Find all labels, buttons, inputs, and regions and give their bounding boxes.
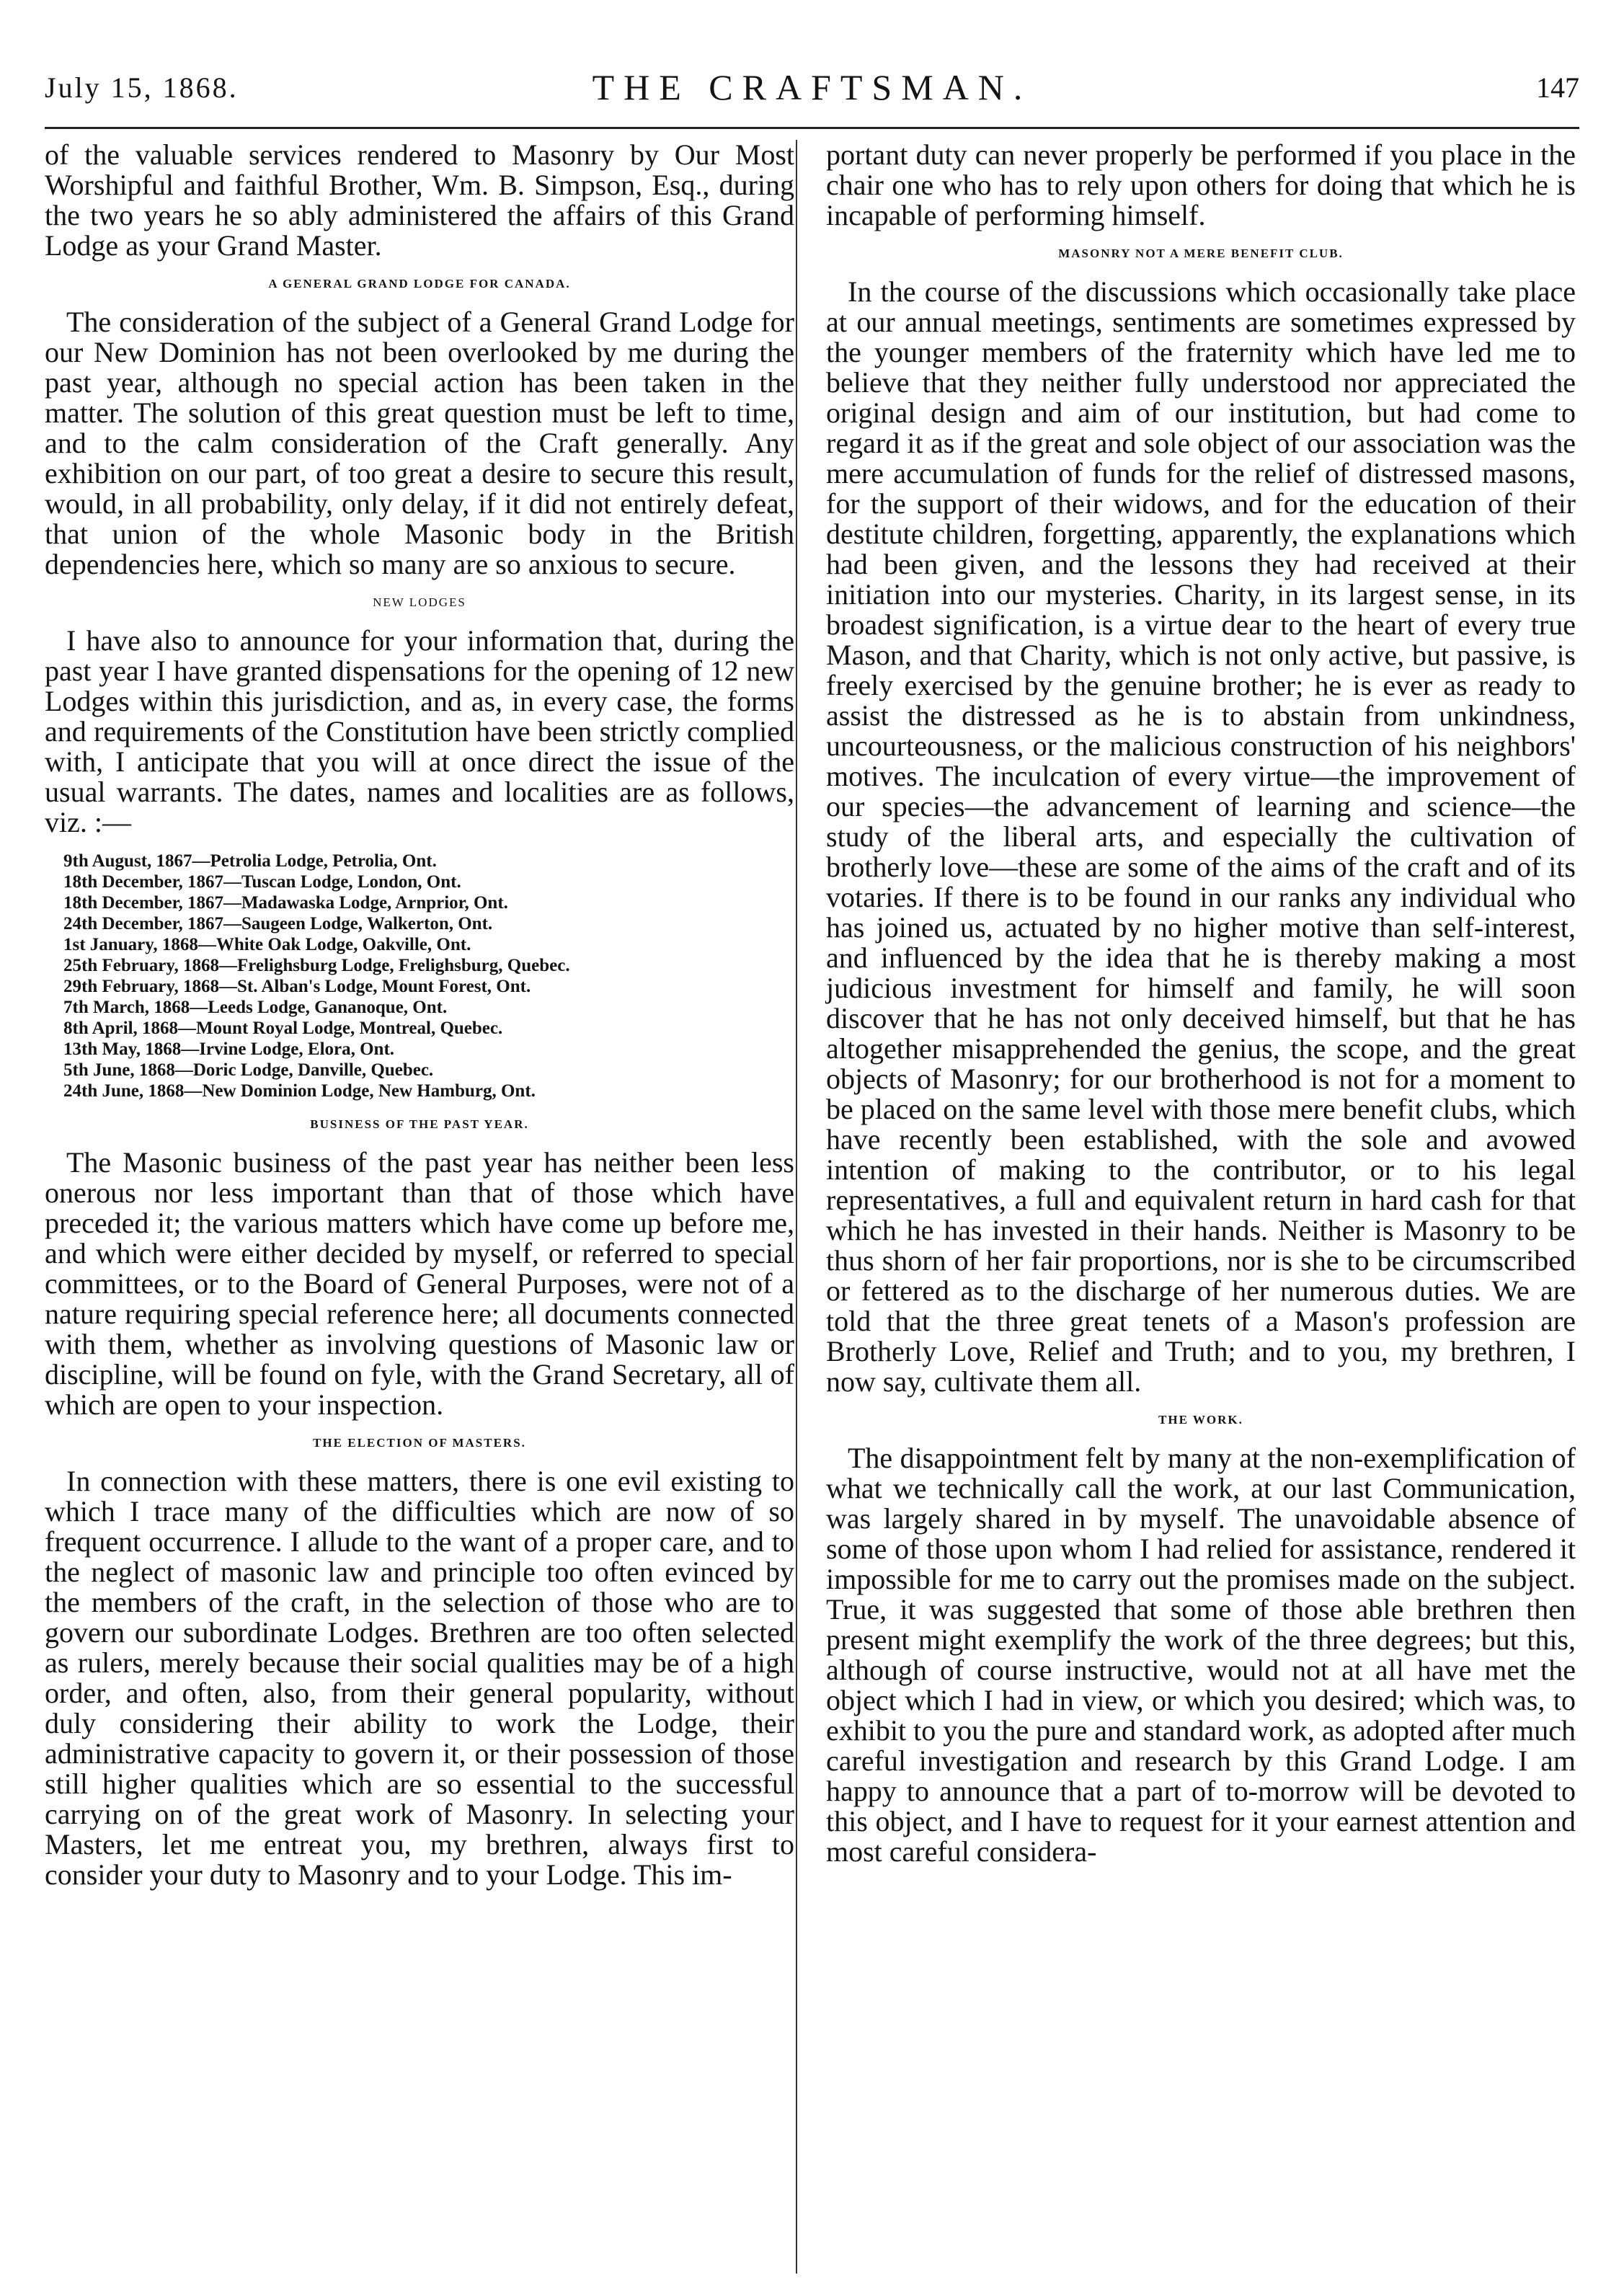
paragraph: The disappointment felt by many at the non-exemplification of what we technically call the work, at our last Communication, was largely shared in by myself. The unavoidable absence of some of those upon whom I had relied for assistance, rendered it impossible for me to carry out the promises made on the subject. True, it was suggested that some of those able brethren then present might exemplify the work of the three degrees; but this, although of course instructive, would not at all have met the object which I had in view, or which you desired; which was, to exhibit to you the pure and standard work, as adopted after much careful investigation and research by this Grand Lodge. I am happy to announce that a part of to-morrow will be devoted to this object, and I have to request for it your earnest attention and most careful considera-	[826, 1442, 1576, 1868]
list-item: 25th February, 1868—Frelighsburg Lodge, Frelighsburg, Quebec.	[63, 956, 570, 975]
section-heading: A GENERAL GRAND LODGE FOR CANADA.	[268, 277, 571, 290]
new-lodges-list	[45, 851, 794, 1101]
list-item: 1st January, 1868—White Oak Lodge, Oakville, Ont.	[63, 935, 471, 954]
list-item: 5th June, 1868—Doric Lodge, Danville, Quebec.	[63, 1060, 434, 1080]
section-heading: THE WORK.	[1158, 1413, 1243, 1427]
paragraph: portant duty can never properly be performed if you place in the chair one who has to rely upon others for doing that which he is incapable of performing himself.	[826, 138, 1576, 231]
header-rule	[45, 127, 1579, 129]
paragraph: In connection with these matters, there is one evil existing to which I trace many of the difficulties which are now of so frequent occurrence. I allude to the want of a proper care, and to the neglect of masonic law and principle too often evinced by the members of the craft, in the selection of those who are to govern our subordinate Lodges. Brethren are too often selected as rulers, merely because their social qualities may be of a high order, and often, also, from their general popularity, without duly considering their ability to work the Lodge, their administrative capacity to govern it, or their possession of those still higher qualities which are so essential to the successful carrying on of the great work of Masonry. In selecting your Masters, let me entreat you, my brethren, always first to consider your duty to Masonry and to your Lodge. This im-	[45, 1465, 794, 1891]
list-item: 7th March, 1868—Leeds Lodge, Gananoque, Ont.	[63, 998, 448, 1017]
column-divider	[796, 140, 797, 2274]
section-heading: NEW LODGES	[373, 595, 466, 609]
section-heading: MASONRY NOT A MERE BENEFIT CLUB.	[1058, 247, 1344, 260]
paragraph: The Masonic business of the past year has neither been less onerous nor less important than that of those which have preceded it; the various matters which have come up before me, and which were either decided by myself, or referred to special committees, or to the Board of General Purposes, were not of a nature requiring special reference here; all documents connected with them, whether as involving questions of Masonic law or discipline, will be found on fyle, with the Grand Secretary, all of which are open to your inspection.	[45, 1146, 794, 1421]
left-column	[45, 140, 794, 1890]
list-item: 13th May, 1868—Irvine Lodge, Elora, Ont.	[63, 1039, 395, 1059]
issue-date: July 15, 1868.	[45, 71, 239, 104]
paragraph: of the valuable services rendered to Masonry by Our Most Worshipful and faithful Brother, Wm. B. Simpson, Esq., during the two years he so ably administered the affairs of this Grand Lodge as your Grand Master.	[45, 138, 794, 262]
section-heading: THE ELECTION OF MASTERS.	[313, 1436, 526, 1450]
paragraph: In the course of the discussions which occasionally take place at our annual meetings, sentiments are sometimes expressed by the younger members of the fraternity which have led me to believe that they neither fully understood nor appreciated the original design and aim of our institution, but had come to regard it as if the great and sole object of our association was the mere accumulation of funds for the relief of distressed masons, for the support of their widows, and for the education of their destitute children, forgetting, apparently, the explanations which had been given, and the lessons they had received at their initiation into our mysteries. Charity, in its largest sense, in its broadest signification, is a virtue dear to the heart of every true Mason, and that Charity, which is not only active, but passive, is freely exercised by the genuine brother; he is ever as ready to assist the distressed as he is to abstain from unkindness, uncourteousness, or the malicious construction of his neighbors' motives. The inculcation of every virtue—the improvement of our species—the advancement of learning and science—the study of the liberal arts, and especially the cultivation of brotherly love—these are some of the aims of the craft and of its votaries. If there is to be found in our ranks any individual who has joined us, actuated by no higher motive than self-interest, and influenced by the idea that he is thereby making a most judicious investment for himself and family, he will soon discover that he has not only deceived himself, but that he has altogether misapprehended the genius, the scope, and the great objects of Masonry; for our brotherhood is not for a moment to be placed on the same level with those mere benefit clubs, which have recently been established, with the sole and avowed intention of making to the contributor, or to his legal representatives, a full and equivalent return in hard cash for that which he has invested in their hands. Neither is Masonry to be thus shorn of her fair proportions, nor is she to be circumscribed or fettered as to the discharge of her numerous duties. We are told that the three great tenets of a Mason's profession are Brotherly Love, Relief and Truth; and to you, my brethren, I now say, cultivate them all.	[826, 275, 1576, 1398]
publication-title: THE CRAFTSMAN.	[592, 67, 1032, 107]
list-item: 29th February, 1868—St. Alban's Lodge, Mount Forest, Ont.	[63, 977, 531, 996]
list-item: 9th August, 1867—Petrolia Lodge, Petrolia, Ont.	[63, 851, 437, 871]
list-item: 18th December, 1867—Tuscan Lodge, London, Ont.	[63, 872, 461, 892]
running-head	[45, 66, 1579, 117]
list-item: 8th April, 1868—Mount Royal Lodge, Montreal, Quebec.	[63, 1019, 503, 1038]
list-item: 18th December, 1867—Madawaska Lodge, Arnprior, Ont.	[63, 893, 508, 913]
paragraph: I have also to announce for your information that, during the past year I have granted dispensations for the opening of 12 new Lodges within this jurisdiction, and as, in every case, the forms and requirements of the Constitution have been strictly complied with, I anticipate that you will at once direct the issue of the usual warrants. The dates, names and localities are as follows, viz. :—	[45, 624, 794, 838]
right-column	[826, 140, 1576, 1867]
page-number: 147	[1536, 71, 1579, 104]
paragraph: The consideration of the subject of a General Grand Lodge for our New Dominion has not been overlooked by me during the past year, although no special action has been taken in the matter. The solution of this great question must be left to time, and to the calm consideration of the Craft generally. Any exhibition on our part, of too great a desire to secure this result, would, in all probability, only delay, if it did not entirely defeat, that union of the whole Masonic body in the British dependencies here, which so many are so anxious to secure.	[45, 306, 794, 580]
list-item: 24th December, 1867—Saugeen Lodge, Walkerton, Ont.	[63, 914, 493, 933]
section-heading: BUSINESS OF THE PAST YEAR.	[310, 1117, 529, 1131]
list-item: 24th June, 1868—New Dominion Lodge, New Hamburg, Ont.	[63, 1081, 536, 1101]
